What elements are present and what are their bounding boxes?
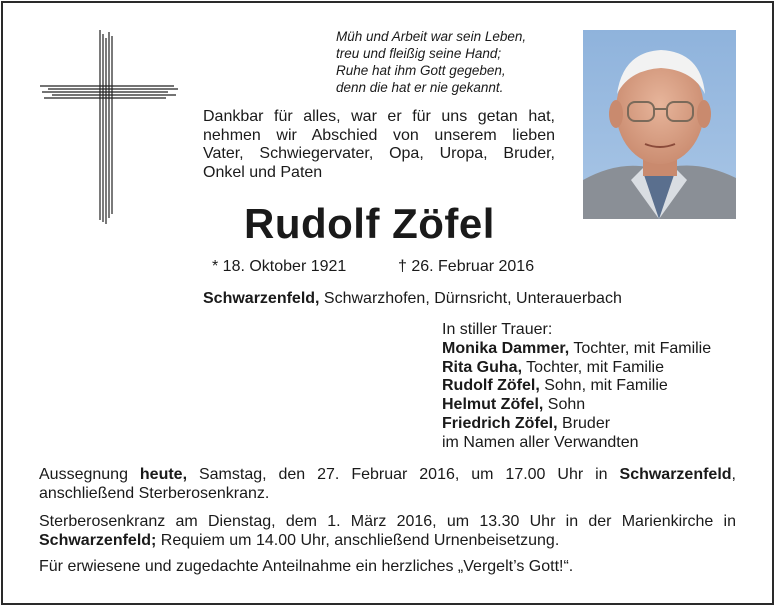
mourner-entry — [442, 415, 711, 434]
rosary-text: Requiem um 14.00 Uhr, anschließend Urnenbeisetzung. — [156, 532, 560, 549]
mourner-name: Rita Guha, — [442, 358, 523, 376]
farewell-line: Dankbar für alles, war er für uns getan hat, — [203, 108, 555, 125]
verse-line: treu und fleißig seine Hand; — [336, 46, 502, 61]
blessing-line — [39, 465, 736, 484]
verse-line: Müh und Arbeit war sein Leben, — [336, 29, 527, 44]
mourner-name: Monika Dammer, — [442, 339, 570, 357]
farewell-line: Vater, Schwiegervater, Opa, Uropa, Bruder, — [203, 145, 555, 162]
rosary-line — [39, 531, 736, 550]
blessing-text: Samstag, den 27. Februar 2016, um 17.00 Uhr in — [187, 466, 620, 483]
mourner-relation: Tochter, mit Familie — [522, 358, 664, 376]
blessing-line: anschließend Sterberosenkranz. — [39, 485, 270, 502]
mourners-list — [442, 321, 711, 453]
mourner-entry — [442, 396, 711, 415]
mourners-heading: In stiller Trauer: — [442, 321, 553, 338]
portrait-photo — [583, 30, 736, 219]
blessing-notice — [39, 465, 736, 503]
mourner-entry — [442, 340, 711, 359]
mourner-relation: Sohn — [543, 396, 586, 414]
mourner-relation: Tochter, mit Familie — [569, 339, 712, 357]
thanks-line: Für erwiesene und zugedachte Anteilnahme ein herzliches „Vergelt’s Gott!“. — [39, 558, 574, 575]
verse-line: denn die hat er nie gekannt. — [336, 80, 504, 95]
deceased-name: Rudolf Zöfel — [244, 200, 495, 247]
blessing-place: Schwarzenfeld — [619, 466, 732, 483]
death-date: † 26. Februar 2016 — [398, 258, 535, 275]
mourner-name: Rudolf Zöfel, — [442, 377, 540, 395]
mourner-relation: Bruder — [557, 414, 611, 432]
main-place: Schwarzenfeld, — [203, 290, 320, 307]
mourner-relation: Sohn, mit Familie — [539, 377, 668, 395]
birth-date: * 18. Oktober 1921 — [212, 258, 347, 275]
farewell-line: Onkel und Paten — [203, 163, 323, 181]
mourner-name: Friedrich Zöfel, — [442, 414, 558, 432]
mourner-name: Helmut Zöfel, — [442, 396, 544, 414]
places-line — [203, 290, 622, 308]
cross-icon — [38, 28, 178, 224]
other-places: Schwarzhofen, Dürnsricht, Unterauerbach — [319, 290, 622, 307]
mourner-entry — [442, 359, 711, 378]
verse-line: Ruhe hat ihm Gott gegeben, — [336, 63, 506, 78]
mourners-footer: im Namen aller Verwandten — [442, 433, 639, 451]
farewell-text — [203, 108, 555, 182]
blessing-day: heute, — [139, 466, 188, 483]
blessing-text: , — [731, 466, 736, 483]
mourner-entry — [442, 377, 711, 396]
blessing-text: Aussegnung — [39, 466, 140, 483]
farewell-line: nehmen wir Abschied von unserem lieben — [203, 126, 555, 144]
rosary-notice — [39, 512, 736, 550]
memorial-verse — [336, 28, 566, 96]
rosary-line: Sterberosenkranz am Dienstag, dem 1. März 2016, um 13.30 Uhr in der Marienkirche in — [39, 513, 736, 530]
rosary-place: Schwarzenfeld; — [39, 532, 157, 549]
